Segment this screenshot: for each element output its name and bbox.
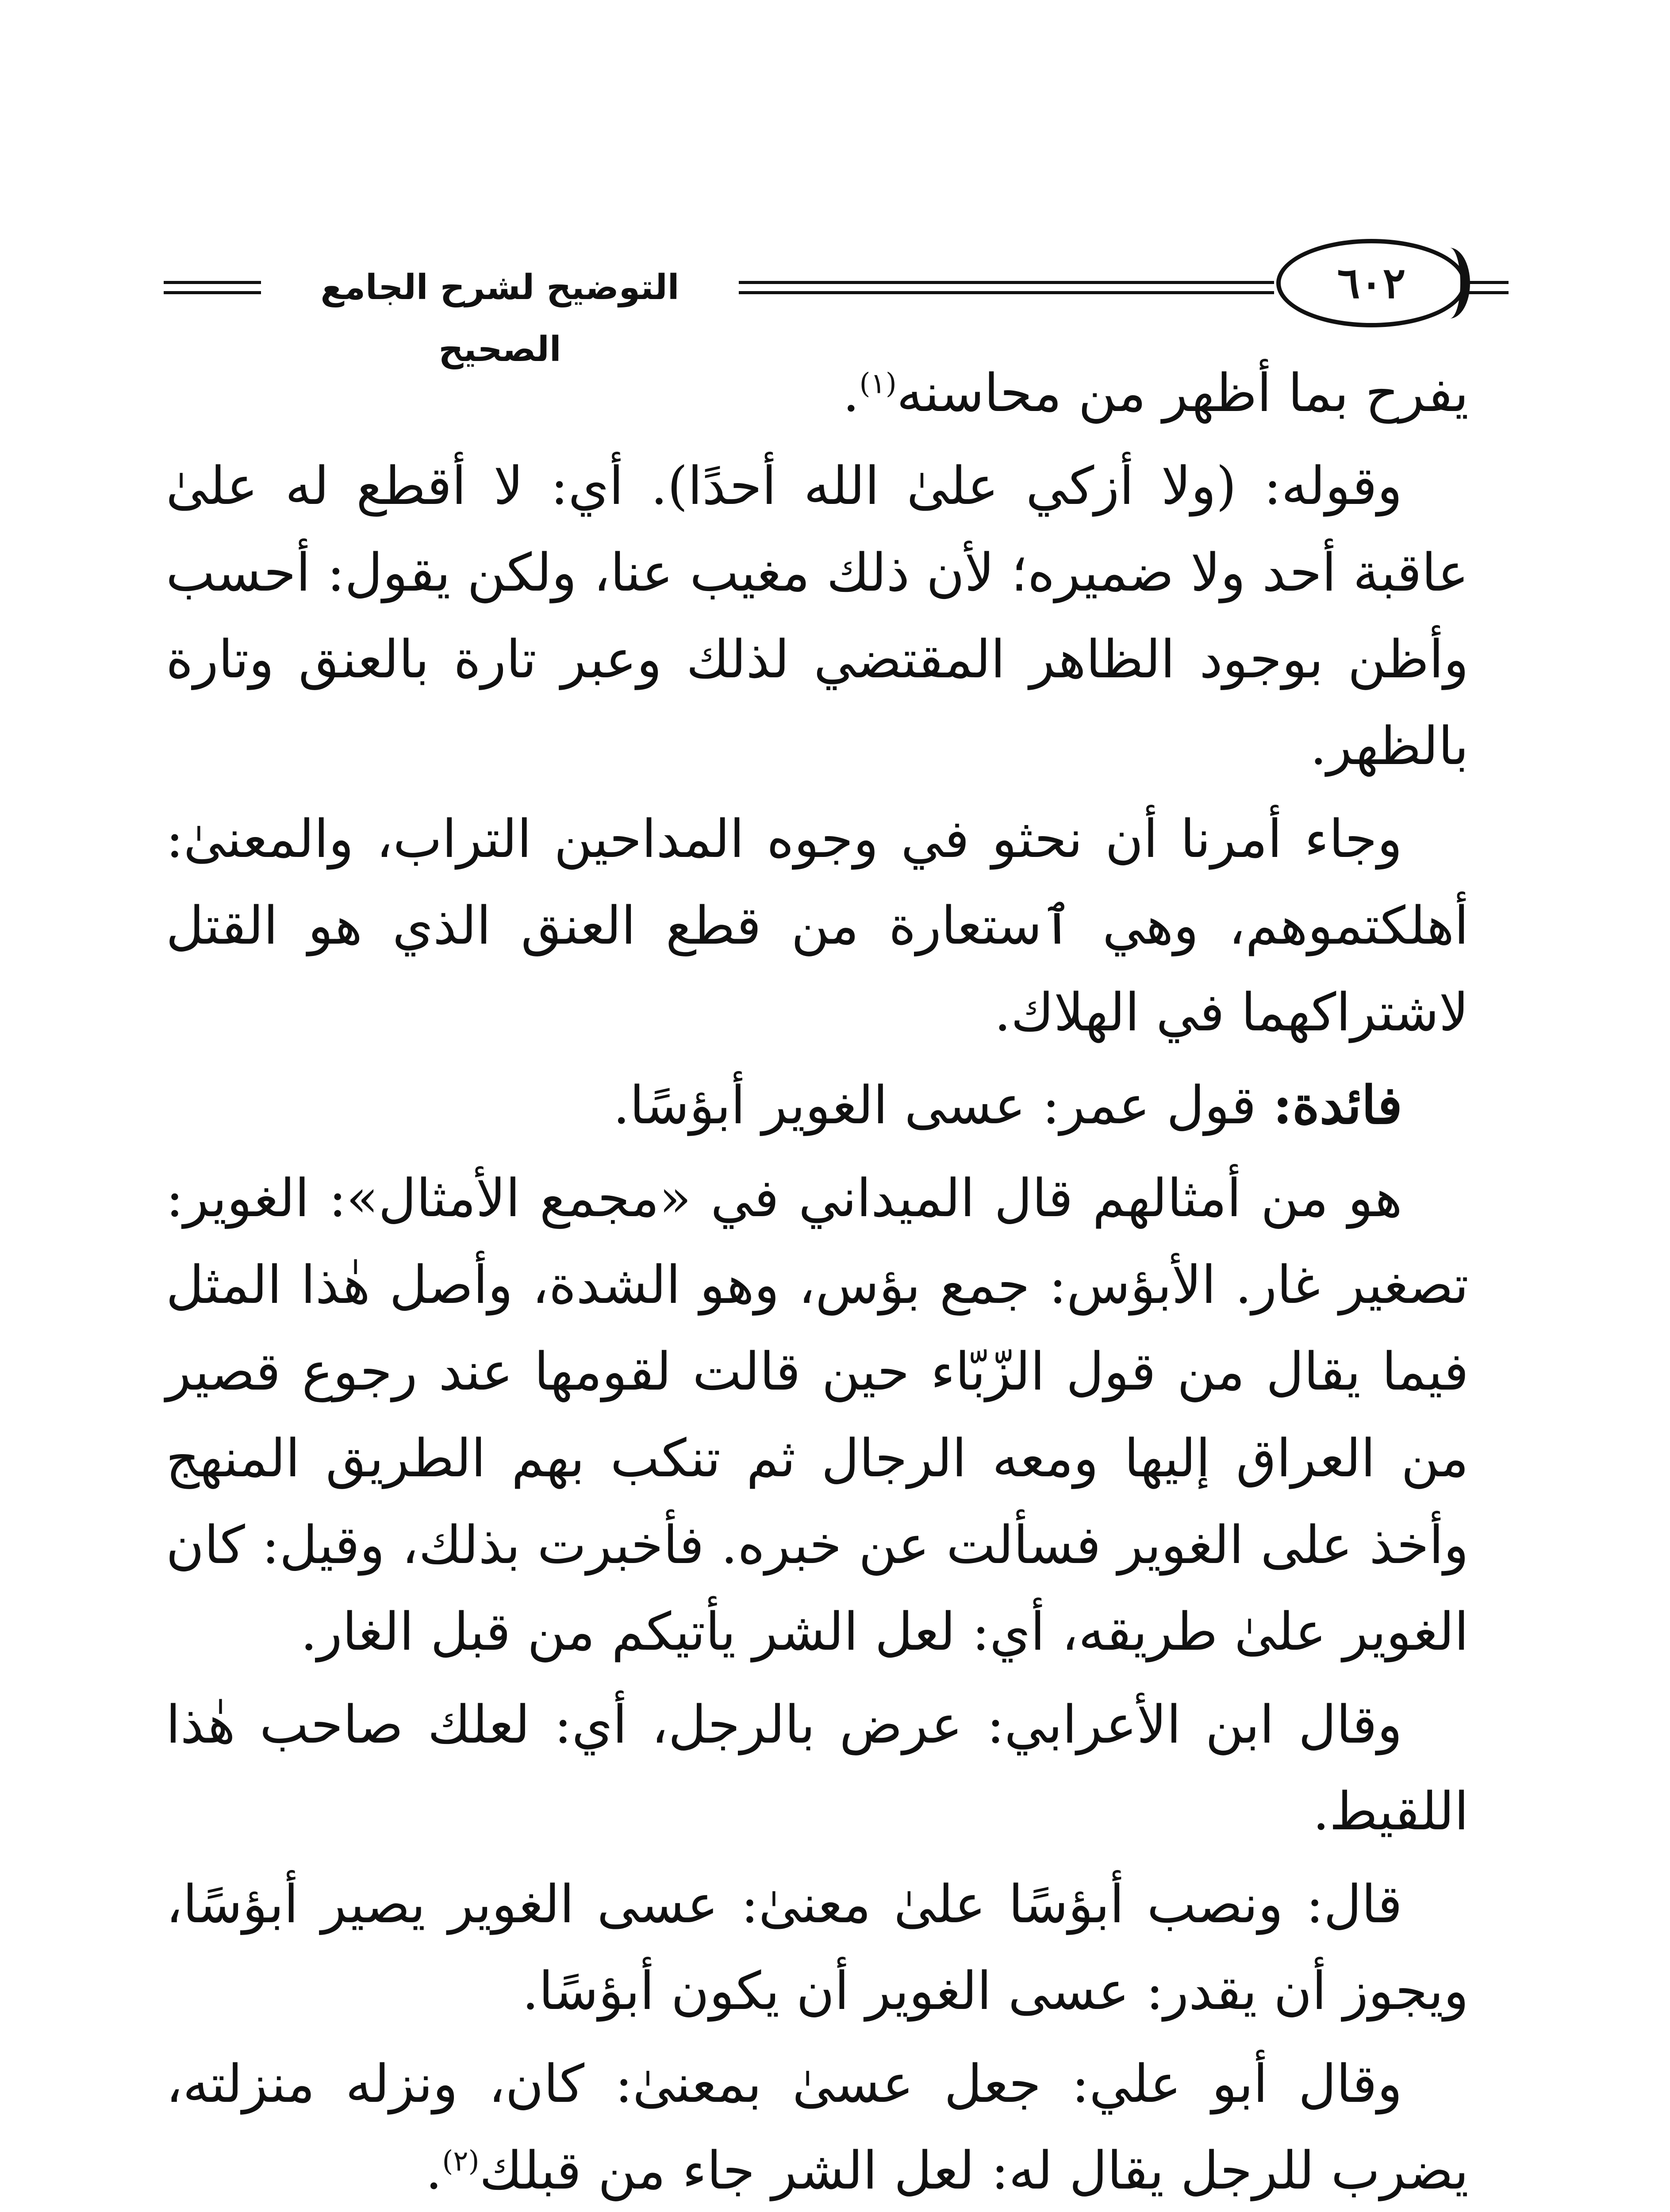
- header-rule-right: [1469, 281, 1509, 294]
- main-text: [166, 349, 1469, 2212]
- header-rule-left: [164, 281, 261, 294]
- paragraph: [166, 2040, 1469, 2212]
- paragraph: وقوله: (ولا أزكي علىٰ الله أحدًا). أي: لا أقطع له علىٰ عاقبة أحد ولا ضميره؛ لأن ذلك مغيب عنا، ولكن يقول: أحسب وأظن بوجود الظاهر المقتضي لذلك وعبر تارة بالعنق وتارة بالظهر.: [166, 455, 1469, 776]
- paragraph-end: .: [425, 2140, 442, 2201]
- paragraph-text: وقال أبو علي: جعل عسىٰ بمعنىٰ: كان، ونزله منزلته، يضرب للرجل يقال له: لعل الشر جاء من قبلك: [166, 2053, 1469, 2201]
- paragraph-text: قول عمر: عسى الغوير أبؤسًا.: [613, 1075, 1273, 1136]
- paragraph: قال: ونصب أبؤسًا علىٰ معنىٰ: عسى الغوير يصير أبؤسًا، ويجوز أن يقدر: عسى الغوير أن يكون أبؤسًا.: [166, 1874, 1469, 2021]
- note-label: فائدة:: [1273, 1074, 1402, 1136]
- paragraph-text: يفرح بما أظهر من محاسنه: [896, 362, 1469, 423]
- paragraph: وجاء أمرنا أن نحثو في وجوه المداحين التراب، والمعنىٰ: أهلكتموهم، وهي ٱستعارة من قطع العنق الذي هو القتل لاشتراكهما في الهلاك.: [166, 808, 1469, 1043]
- page-number-badge: [1276, 239, 1467, 327]
- paragraph: [166, 1062, 1469, 1148]
- running-header: [164, 239, 1491, 369]
- header-rule-middle: [739, 281, 1274, 294]
- paragraph-end: .: [843, 362, 860, 423]
- footnote-ref: (١): [859, 367, 897, 400]
- paragraph: هو من أمثالهم قال الميداني في «مجمع الأمثال»: الغوير: تصغير غار. الأبؤس: جمع بؤس، وهو الشدة، وأصل هٰذا المثل فيما يقال من قول الزّبّاء حين قالت لقومها عند رجوع قصير من العراق إليها ومعه الرجال ثم تنكب بهم الطريق المنهج وأخذ على الغوير فسألت عن خبره. فأخبرت بذلك، وقيل: كان الغوير علىٰ طريقه، أي: لعل الشر يأتيكم من قبل الغار.: [166, 1167, 1469, 1662]
- paragraph: وقال ابن الأعرابي: عرض بالرجل، أي: لعلك صاحب هٰذا اللقيط.: [166, 1694, 1469, 1842]
- footnote-ref: (٢): [442, 2145, 480, 2178]
- page-number: ٦٠٢: [1337, 258, 1406, 308]
- paragraph: [166, 349, 1469, 436]
- book-title: التوضيح لشرح الجامع الصحيح: [320, 268, 680, 369]
